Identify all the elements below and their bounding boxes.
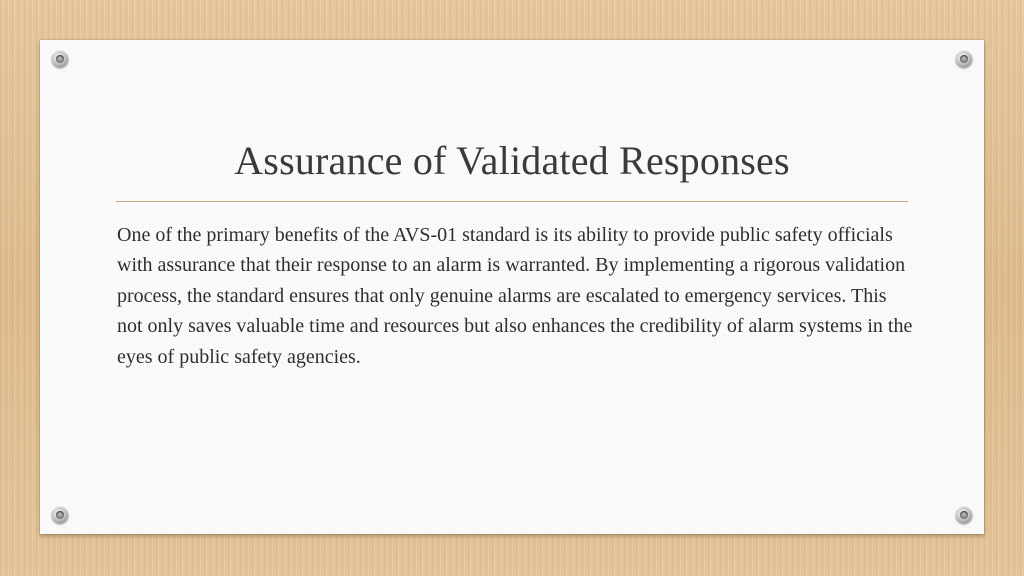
pushpin-icon — [956, 507, 972, 523]
slide-title: Assurance of Validated Responses — [234, 138, 790, 183]
pushpin-icon — [52, 507, 68, 523]
title-divider — [116, 201, 908, 202]
slide-body-text: One of the primary benefits of the AVS-01 standard is its ability to provide public safety officials with assurance that their response to an alarm is warranted. By implementing a rigorous validation process, the standard ensures that only genuine alarms are escalated to emergency services. This not only saves valuable time and resources but also enhances the credibility of alarm systems in the eyes of public safety agencies. — [117, 224, 913, 368]
slide-card — [40, 40, 984, 534]
pushpin-icon — [52, 51, 68, 67]
pushpin-icon — [956, 51, 972, 67]
